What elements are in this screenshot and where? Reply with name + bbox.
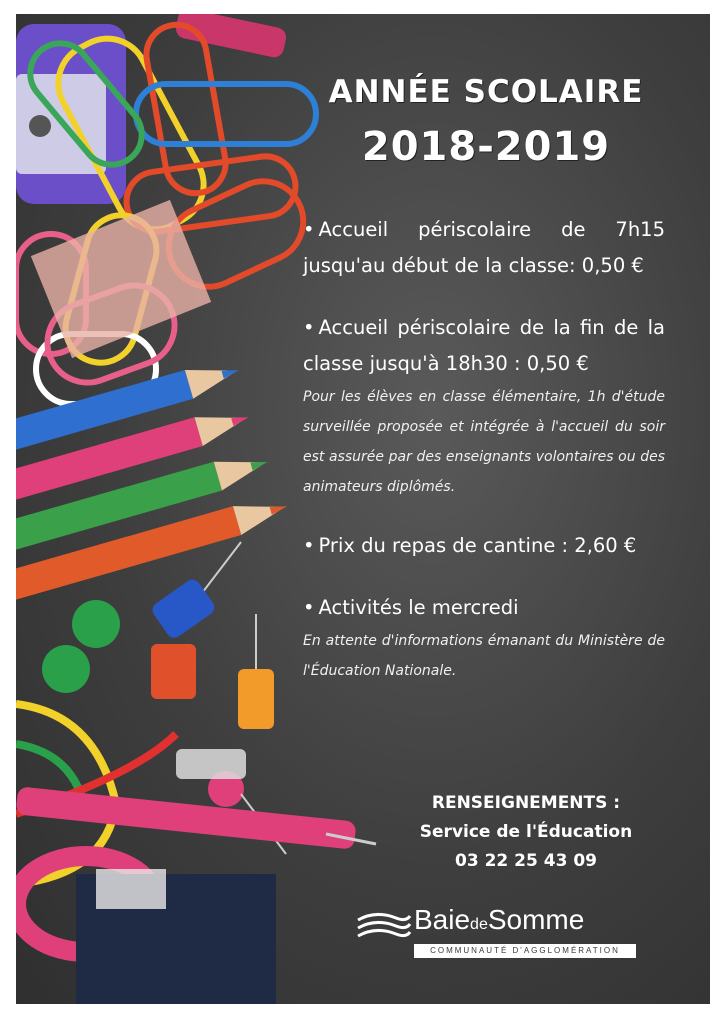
poster bbox=[16, 14, 710, 1004]
item-note: Pour les élèves en classe élémentaire, 1h d'étude surveillée proposée et intégrée à l'accueil du soir est assurée par des enseignants volontaires ou des animateurs diplômés. bbox=[303, 389, 665, 495]
bullet-icon: • bbox=[303, 316, 315, 339]
title-line-1: ANNÉE SCOLAIRE bbox=[328, 74, 644, 110]
contact-service: Service de l'Éducation bbox=[419, 822, 633, 842]
list-item bbox=[303, 212, 665, 284]
item-text: Activités le mercredi bbox=[318, 596, 519, 619]
item-text: Accueil périscolaire de 7h15 jusqu'au début de la classe: 0,50 € bbox=[303, 218, 665, 277]
contact-heading: RENSEIGNEMENTS : bbox=[431, 793, 621, 813]
bullet-icon: • bbox=[303, 596, 315, 619]
list-item bbox=[303, 590, 665, 626]
info-list bbox=[303, 212, 665, 686]
list-item bbox=[303, 310, 665, 382]
marker-icon bbox=[174, 14, 288, 59]
item-text: Accueil périscolaire de la fin de la classe jusqu'à 18h30 : 0,50 € bbox=[303, 316, 665, 375]
logo-wordmark: BaiedeSomme bbox=[414, 904, 585, 935]
list-item bbox=[303, 528, 665, 564]
title-line-2: 2018-2019 bbox=[361, 124, 611, 170]
wave-logo-icon bbox=[356, 910, 412, 940]
pencils-icon bbox=[16, 356, 291, 610]
item-text: Prix du repas de cantine : 2,60 € bbox=[318, 534, 637, 557]
logo bbox=[356, 904, 646, 964]
bullet-icon: • bbox=[303, 534, 315, 557]
bullet-icon: • bbox=[303, 218, 315, 241]
contact-phone: 03 22 25 43 09 bbox=[455, 851, 597, 871]
logo-subtitle: COMMUNAUTÉ D'AGGLOMÉRATION bbox=[414, 944, 636, 958]
contact-block bbox=[386, 789, 666, 876]
item-note: En attente d'informations émanant du Ministère de l'Éducation Nationale. bbox=[303, 633, 665, 679]
